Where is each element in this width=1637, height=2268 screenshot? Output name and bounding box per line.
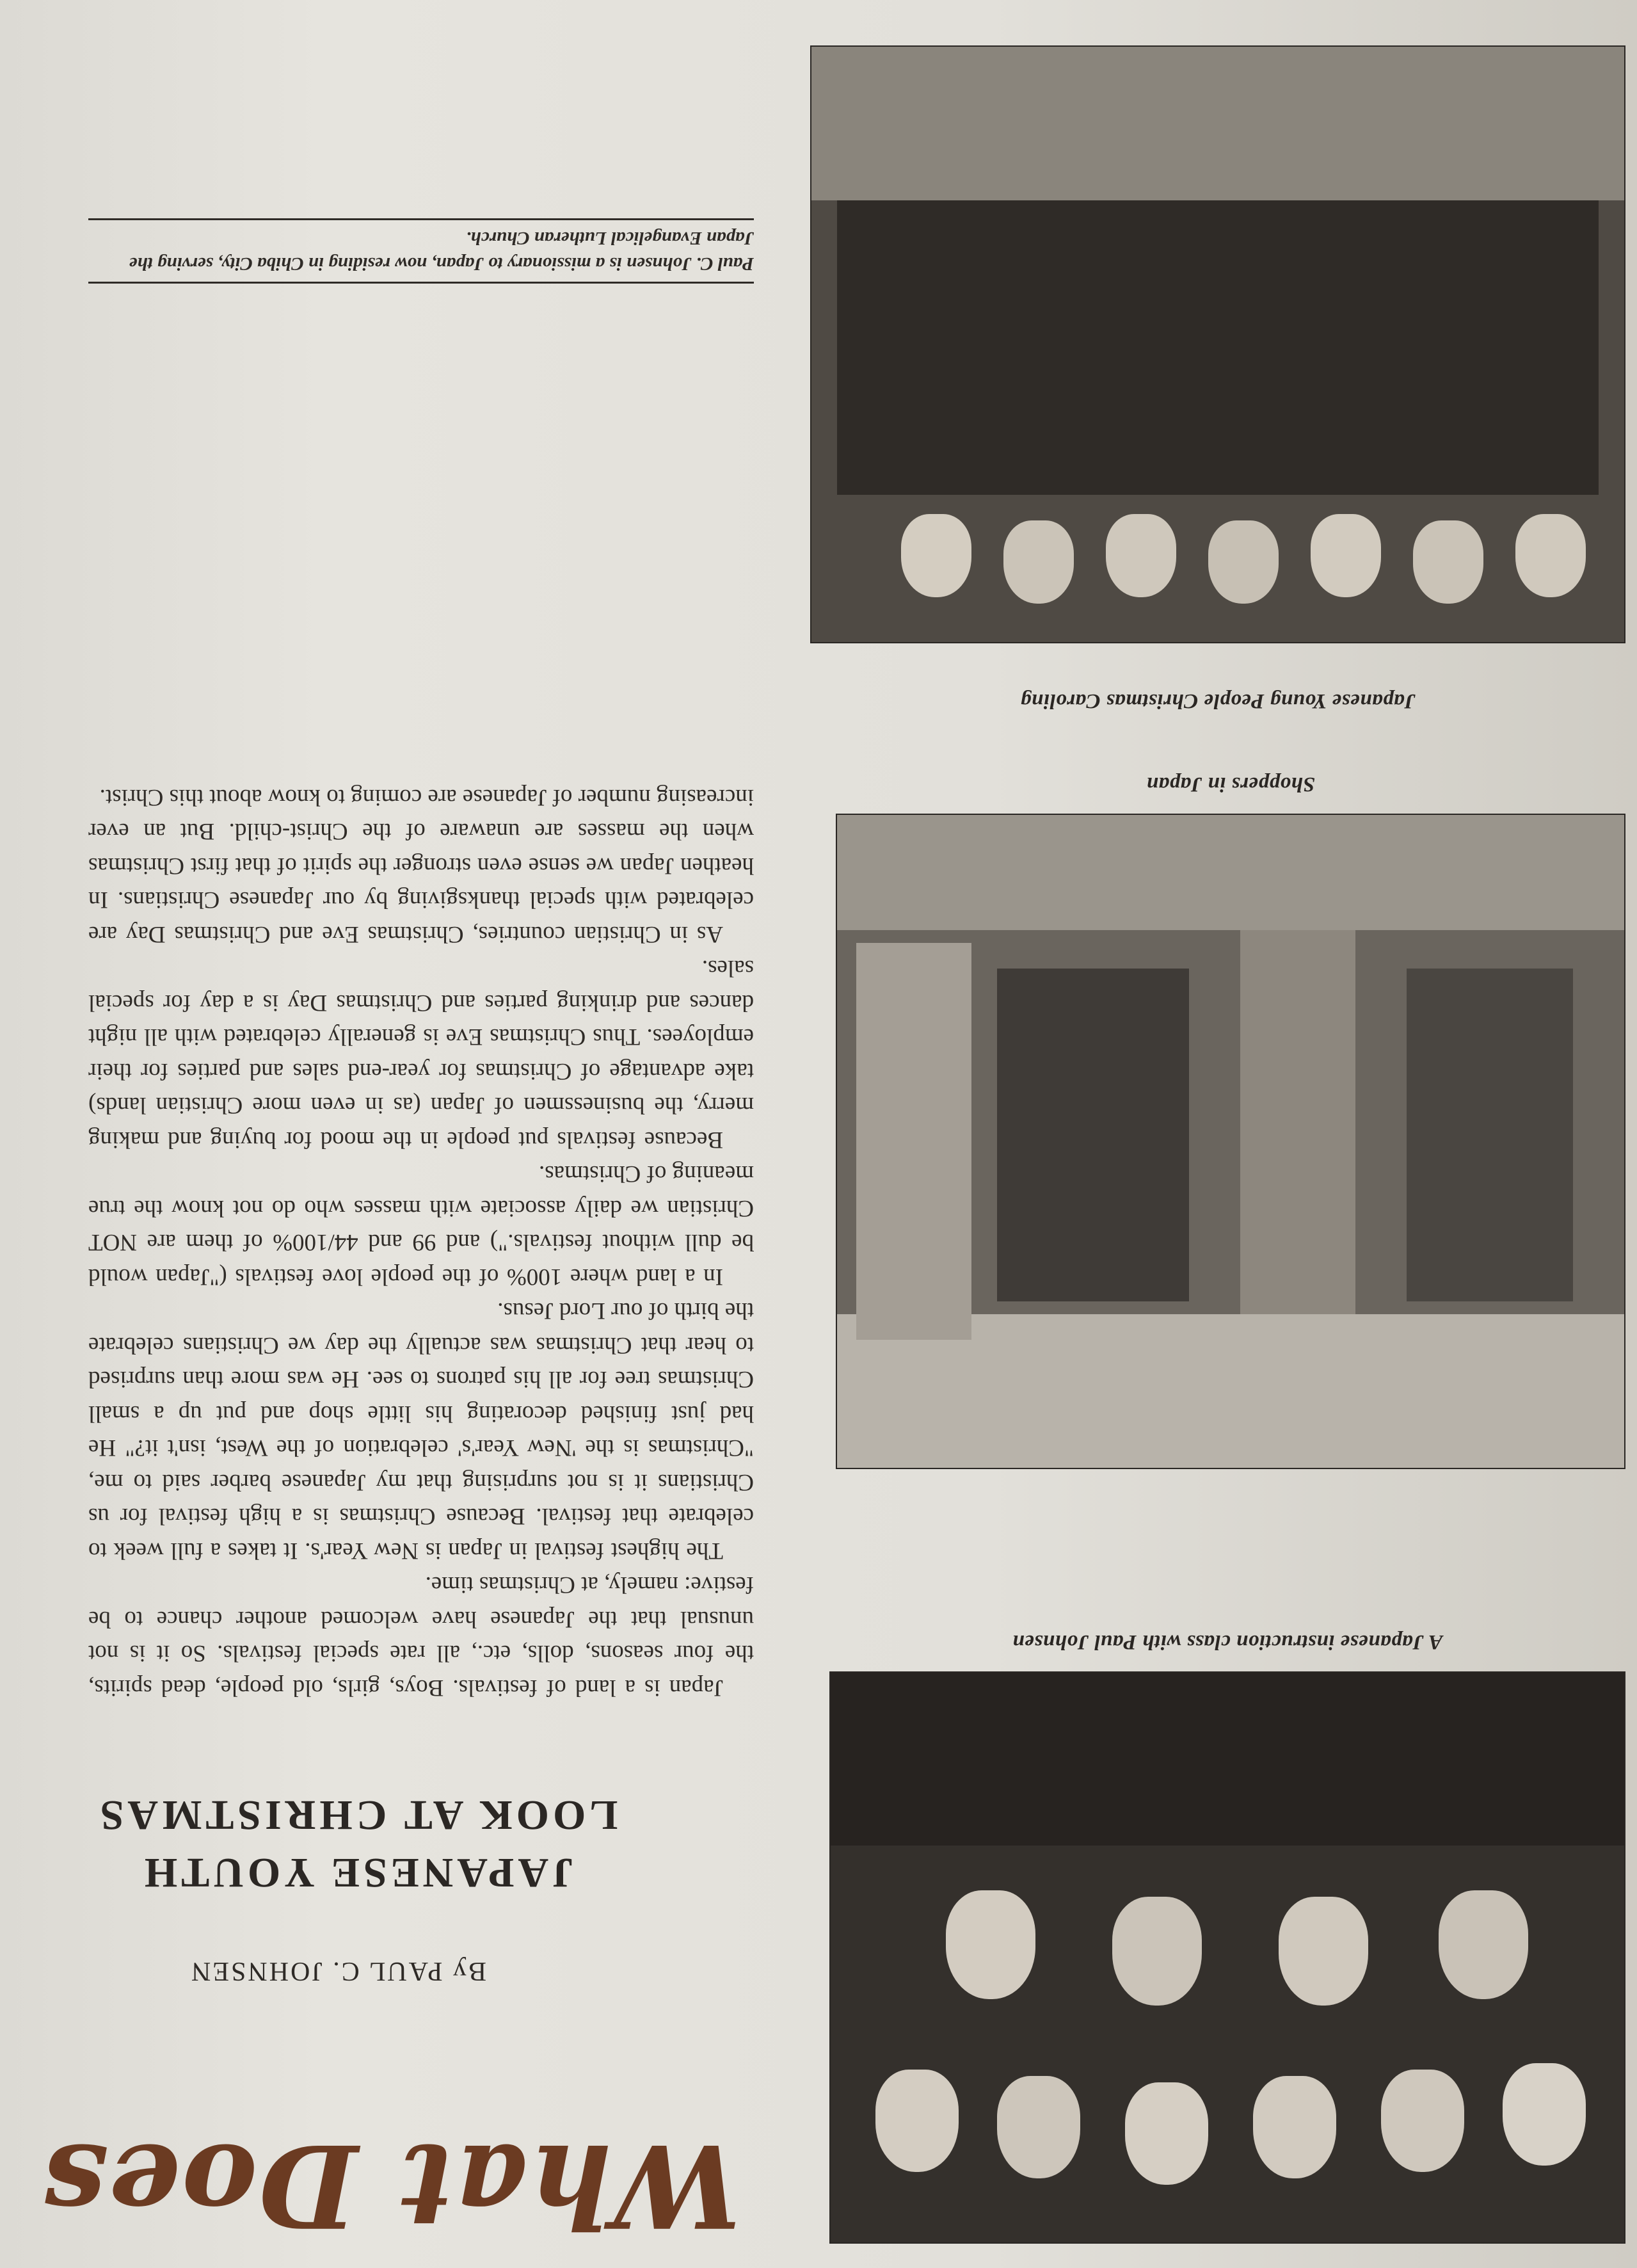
- photo-caroling: [811, 47, 1624, 642]
- article-paragraph: As in Christian countries, Christmas Eve and Christmas Day are celebrated with special thanksgiving by our Japanese Christians. In heathen Japan we sense even stronger the spirit of that first Christmas when the masses are unaware of the Christ-child. But an ever increasing number of Japanese are coming to know about this Christ.: [88, 784, 754, 947]
- author-footnote: Paul C. Johnsen is a missionary to Japan, now residing in Chiba City, serving the Japan Evangelical Lutheran Church.: [88, 218, 754, 284]
- caption-shoppers: Shoppers in Japan: [1146, 773, 1315, 796]
- headline-title-line-2: LOOK AT CHRISTMAS: [96, 1792, 618, 1838]
- article-paragraph: In a land where 100% of the people love festivals ("Japan would be dull without festivals.") and 99 and 44/100% of them are NOT Christian we daily associate with masses who do not know the true meaning of Christmas.: [88, 1161, 754, 1290]
- article-body: [88, 780, 754, 1705]
- article-paragraph: Because festivals put people in the mood for buying and making merry, the businessmen of Japan (as in even more Christian lands) take advantage of Christmas for year-end sales and parties for their employees. Thus Christmas Eve is generally celebrated with all night dances and drinking parties and Christmas Day is a day for special sales.: [88, 955, 754, 1153]
- caption-instruction-class: A Japanese instruction class with Paul Johnsen: [1012, 1630, 1443, 1653]
- headline-script-title: What Does: [41, 2119, 741, 2253]
- photo-shoppers: [837, 815, 1624, 1468]
- article-paragraph: Japan is a land of festivals. Boys, girls, old people, dead spirits, the four seasons, dolls, etc., all rate special festivals. So it is not unusual that the Japanese have welcomed another chance to be festive: namely, at Christmas time.: [88, 1572, 754, 1701]
- article-paragraph: The highest festival in Japan is New Year's. It takes a full week to celebrate that festival. Because Christmas is a high festival for us Christians it is not surprising that my Japanese barber said to me, "Christmas is the 'New Year's' celebration of the West, isn't it?" He had just finished decorating his little shop and put up a small Christmas tree for all his patrons to see. He was more than surprised to hear that Christmas was actually the day we Christians celebrate the birth of our Lord Jesus.: [88, 1298, 754, 1564]
- byline: By PAUL C. JOHNSEN: [189, 1956, 486, 1986]
- headline-title-line-1: JAPANESE YOUTH: [140, 1849, 574, 1896]
- photo-instruction-class: [831, 1673, 1624, 2242]
- caption-caroling: Japanese Young People Christmas Caroling: [1020, 689, 1416, 712]
